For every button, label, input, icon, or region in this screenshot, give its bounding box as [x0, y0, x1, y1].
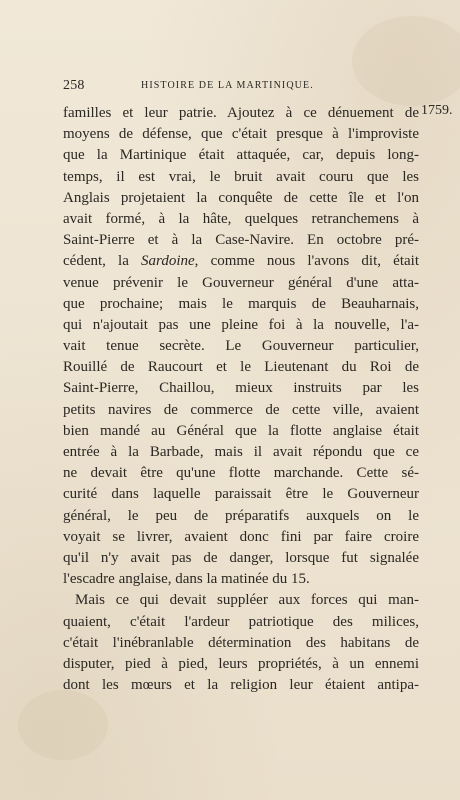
text-line: bien mandé au Général que la flotte anglaise était — [63, 422, 419, 439]
body-text — [63, 103, 419, 696]
text-line: temps, il est vrai, le bruit avait couru que les — [63, 168, 419, 185]
text-line: ne devait être qu'une flotte marchande. Cette sé- — [63, 465, 419, 482]
text-line: général, le peu de préparatifs auxquels on le — [63, 507, 419, 524]
margin-year: 1759. — [421, 103, 453, 118]
text-line: que prochaine; mais le marquis de Beauharnais, — [63, 295, 419, 312]
text-line: petits navires de commerce de cette ville, avaient — [63, 401, 419, 418]
italic-ship-name: Sardoine — [141, 253, 195, 270]
text-fragment: cédent, la — [63, 253, 142, 270]
paper-stain — [18, 690, 108, 760]
text-line: qu'il n'y avait pas de danger, lorsque fut signalée — [63, 549, 419, 566]
text-line: que la Martinique était attaquée, car, depuis long- — [63, 147, 419, 164]
running-title: HISTOIRE DE LA MARTINIQUE. — [141, 80, 314, 91]
text-line: entrée à la Barbade, mais il avait répondu que ce — [63, 444, 419, 460]
text-line: l'escadre anglaise, dans la matinée du 15. — [63, 571, 310, 588]
text-line: c'était l'inébranlable détermination des habitans de — [63, 634, 419, 651]
page-header — [63, 78, 419, 96]
text-line: voyait se livrer, avaient donc fini par faire croire — [63, 528, 419, 545]
text-line: venue prévenir le Gouverneur général d'une atta- — [63, 274, 419, 291]
text-line: curité dans laquelle paraissait être le Gouverneur — [63, 486, 419, 503]
text-line: Saint-Pierre, Chaillou, mieux instruits par les — [63, 380, 419, 397]
text-fragment: , comme nous l'avons dit, était — [194, 253, 419, 270]
text-line: Rouillé de Raucourt et le Lieutenant du Roi de — [63, 359, 419, 376]
text-line: qui n'ajoutait pas une pleine foi à la nouvelle, l'a- — [63, 316, 419, 333]
text-line: vait tenue secrète. Le Gouverneur particulier, — [63, 338, 419, 355]
paragraph-1 — [63, 103, 419, 590]
text-line — [63, 251, 419, 272]
page-number: 258 — [63, 78, 85, 93]
text-line: familles et leur patrie. Ajoutez à ce dénuement de — [63, 105, 419, 121]
text-line: Mais ce qui devait suppléer aux forces qui man- — [75, 592, 419, 609]
text-line: quaient, c'était l'ardeur patriotique des milices, — [63, 613, 419, 630]
text-line: disputer, pied à pied, leurs propriétés, à un ennemi — [63, 655, 419, 672]
text-line: moyens de défense, que c'était presque à l'improviste — [63, 126, 419, 143]
text-line: dont les mœurs et la religion leur étaient antipa- — [63, 677, 419, 694]
paragraph-2 — [63, 590, 419, 696]
text-line: avait formé, à la hâte, quelques retranchemens à — [63, 210, 419, 227]
text-line: Anglais projetaient la conquête de cette île et l'on — [63, 189, 419, 206]
text-line: Saint-Pierre et à la Case-Navire. En octobre pré- — [63, 232, 419, 249]
